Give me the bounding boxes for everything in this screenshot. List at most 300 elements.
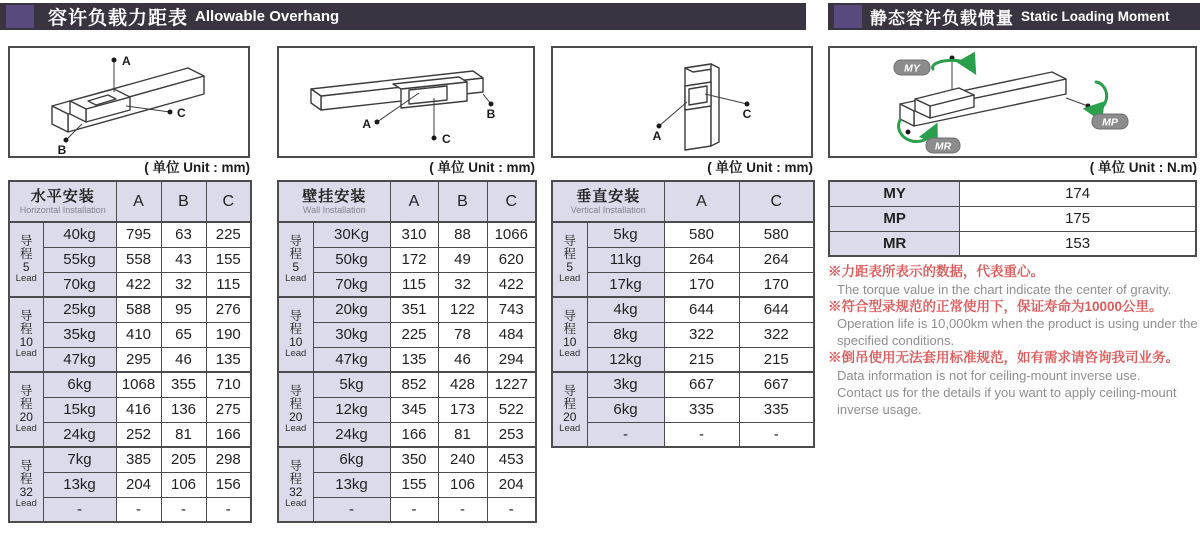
lead-label-char: 程 bbox=[563, 322, 576, 336]
table-row bbox=[552, 222, 814, 247]
installation-title-zh: 壁挂安装 bbox=[302, 188, 367, 205]
load-weight-cell: 8kg bbox=[587, 322, 664, 347]
point-c-dot bbox=[168, 110, 173, 115]
moment-diagram-drawing bbox=[830, 48, 1195, 156]
distance-value-cell: 95 bbox=[161, 297, 206, 322]
load-weight-cell: - bbox=[587, 422, 664, 447]
header-accent-square bbox=[834, 5, 862, 28]
distance-value-cell: 351 bbox=[390, 297, 438, 322]
load-weight-cell: 5kg bbox=[313, 372, 390, 397]
table-header-row bbox=[278, 181, 536, 222]
note-line-zh: ※力距表所表示的数据，代表重心。 bbox=[828, 264, 1044, 279]
installation-title-zh: 水平安装 bbox=[30, 188, 95, 205]
unit-label-nm: ( 单位 Unit : N.m) bbox=[1089, 160, 1197, 175]
distance-value-cell: 1066 bbox=[487, 222, 536, 247]
lead-word-en: Lead bbox=[15, 498, 37, 509]
section-title-zh: 容许负载力距表 bbox=[48, 8, 189, 29]
lead-group-label bbox=[552, 297, 587, 372]
note-line-zh: ※倒吊使用无法套用标准规范，如有需求请咨询我司业务。 bbox=[828, 350, 1179, 365]
table-row bbox=[9, 222, 251, 247]
lead-group-label bbox=[9, 372, 43, 447]
distance-value-cell: 63 bbox=[161, 222, 206, 247]
column-header-c: C bbox=[206, 181, 251, 222]
distance-value-cell: 264 bbox=[664, 247, 739, 272]
lead-number: 20 bbox=[289, 410, 303, 424]
mp-leader-line bbox=[1066, 98, 1088, 106]
lead-number: 10 bbox=[289, 335, 303, 349]
load-weight-cell: 3kg bbox=[587, 372, 664, 397]
moment-table-row bbox=[829, 181, 1196, 206]
lead-word-en: Lead bbox=[559, 273, 581, 284]
load-weight-cell: 6kg bbox=[43, 372, 116, 397]
table-row bbox=[9, 447, 251, 472]
distance-value-cell: 65 bbox=[161, 322, 206, 347]
horizontal-installation-diagram bbox=[8, 46, 250, 158]
lead-word-en: Lead bbox=[285, 423, 307, 434]
distance-value-cell: 350 bbox=[390, 447, 438, 472]
distance-value-cell: 46 bbox=[438, 347, 487, 372]
distance-value-cell: 43 bbox=[161, 247, 206, 272]
load-weight-cell: 12kg bbox=[587, 347, 664, 372]
moment-label-cell: MY bbox=[829, 181, 960, 206]
distance-value-cell: 32 bbox=[161, 272, 206, 297]
distance-value-cell: 46 bbox=[161, 347, 206, 372]
lead-label-char: 程 bbox=[19, 397, 33, 411]
lead-label-char: 导 bbox=[19, 234, 33, 248]
moment-value-cell: 174 bbox=[960, 181, 1196, 206]
lead-label-char: 程 bbox=[19, 247, 33, 261]
lead-group-label bbox=[9, 447, 43, 522]
load-weight-cell: 55kg bbox=[43, 247, 116, 272]
table-row bbox=[278, 222, 536, 247]
lead-number: 20 bbox=[19, 410, 33, 424]
distance-value-cell: 276 bbox=[206, 297, 251, 322]
distance-value-cell: - bbox=[161, 497, 206, 522]
lead-word-en: Lead bbox=[285, 273, 307, 284]
table-row bbox=[278, 372, 536, 397]
distance-value-cell: 558 bbox=[116, 247, 161, 272]
distance-value-cell: 115 bbox=[390, 272, 438, 297]
point-a-dot bbox=[375, 120, 380, 125]
lead-group-label bbox=[552, 222, 587, 297]
distance-value-cell: 136 bbox=[161, 397, 206, 422]
table-row bbox=[9, 247, 251, 272]
moment-table-row bbox=[829, 231, 1196, 256]
load-weight-cell: 35kg bbox=[43, 322, 116, 347]
load-weight-cell: 13kg bbox=[313, 472, 390, 497]
moment-value-cell: 153 bbox=[960, 231, 1196, 256]
load-weight-cell: 30Kg bbox=[313, 222, 390, 247]
lead-number: 20 bbox=[563, 410, 577, 424]
table-header-row bbox=[552, 181, 814, 222]
lead-word-en: Lead bbox=[285, 498, 307, 509]
distance-value-cell: 78 bbox=[438, 322, 487, 347]
distance-value-cell: 215 bbox=[664, 347, 739, 372]
installation-title-cell bbox=[552, 181, 664, 222]
wall-installation-table bbox=[277, 180, 537, 523]
lead-label-char: 导 bbox=[19, 459, 33, 473]
dimension-label-c: C bbox=[177, 106, 186, 120]
lead-label-char: 导 bbox=[563, 234, 576, 248]
lead-label-char: 程 bbox=[289, 322, 302, 336]
header-accent-square bbox=[6, 5, 34, 28]
load-weight-cell: 47kg bbox=[43, 347, 116, 372]
lead-group-label bbox=[278, 372, 313, 447]
note-line-en: The torque value in the chart indicate the center of gravity. bbox=[837, 281, 1172, 297]
note-line-en: Operation life is 10,000km when the product is using under the bbox=[837, 316, 1198, 331]
lead-label-char: 导 bbox=[289, 234, 302, 248]
lead-number: 10 bbox=[563, 335, 577, 349]
wall-diagram-drawing bbox=[279, 48, 533, 156]
load-weight-cell: 24kg bbox=[313, 422, 390, 447]
unit-label-mm: ( 单位 Unit : mm) bbox=[144, 160, 250, 175]
point-c-dot bbox=[745, 102, 750, 107]
dimension-label-b: B bbox=[486, 107, 496, 121]
table-row bbox=[278, 472, 536, 497]
distance-value-cell: 81 bbox=[161, 422, 206, 447]
distance-value-cell: 484 bbox=[487, 322, 536, 347]
moment-diagram bbox=[828, 46, 1197, 158]
distance-value-cell: 335 bbox=[739, 397, 814, 422]
load-weight-cell: 6kg bbox=[313, 447, 390, 472]
table-row bbox=[552, 397, 814, 422]
lead-number: 32 bbox=[289, 485, 303, 499]
distance-value-cell: 428 bbox=[438, 372, 487, 397]
distance-value-cell: - bbox=[206, 497, 251, 522]
table-row bbox=[552, 372, 814, 397]
horizontal-diagram-drawing bbox=[10, 48, 248, 156]
distance-value-cell: 88 bbox=[438, 222, 487, 247]
distance-value-cell: 710 bbox=[206, 372, 251, 397]
note-line-zh: ※符合型录规范的正常使用下，保证寿命为10000公里。 bbox=[828, 298, 1163, 314]
lead-label-char: 导 bbox=[289, 459, 302, 473]
load-weight-cell: 12kg bbox=[313, 397, 390, 422]
wall-installation-panel bbox=[277, 46, 535, 523]
table-row bbox=[278, 247, 536, 272]
lead-group-label bbox=[278, 222, 313, 297]
distance-value-cell: - bbox=[664, 422, 739, 447]
table-row bbox=[278, 497, 536, 522]
table-row bbox=[278, 447, 536, 472]
distance-value-cell: 522 bbox=[487, 397, 536, 422]
distance-value-cell: 135 bbox=[390, 347, 438, 372]
distance-value-cell: 204 bbox=[116, 472, 161, 497]
distance-value-cell: 253 bbox=[487, 422, 536, 447]
distance-value-cell: 106 bbox=[438, 472, 487, 497]
point-a-dot bbox=[112, 58, 117, 63]
load-weight-cell: 70kg bbox=[43, 272, 116, 297]
installation-title-cell bbox=[9, 181, 116, 222]
load-weight-cell: 20kg bbox=[313, 297, 390, 322]
distance-value-cell: 32 bbox=[438, 272, 487, 297]
distance-value-cell: 225 bbox=[206, 222, 251, 247]
distance-value-cell: 156 bbox=[206, 472, 251, 497]
moment-value-cell: 175 bbox=[960, 206, 1196, 231]
lead-word-en: Lead bbox=[285, 348, 307, 359]
distance-value-cell: 1227 bbox=[487, 372, 536, 397]
table-row bbox=[9, 272, 251, 297]
lead-label-char: 导 bbox=[563, 309, 576, 323]
column-header-c: C bbox=[739, 181, 814, 222]
lead-label-char: 程 bbox=[563, 247, 576, 261]
lead-word-en: Lead bbox=[559, 423, 581, 434]
distance-value-cell: 155 bbox=[390, 472, 438, 497]
distance-value-cell: 106 bbox=[161, 472, 206, 497]
distance-value-cell: 453 bbox=[487, 447, 536, 472]
load-weight-cell: 7kg bbox=[43, 447, 116, 472]
note-line-en: inverse usage. bbox=[837, 401, 922, 417]
lead-label-char: 程 bbox=[289, 247, 302, 261]
table-row bbox=[278, 422, 536, 447]
lead-group-label bbox=[552, 372, 587, 447]
load-weight-cell: 25kg bbox=[43, 297, 116, 322]
distance-value-cell: 173 bbox=[438, 397, 487, 422]
table-row bbox=[9, 372, 251, 397]
lead-group-label bbox=[9, 297, 43, 372]
lead-label-char: 导 bbox=[289, 309, 302, 323]
distance-value-cell: 240 bbox=[438, 447, 487, 472]
distance-value-cell: 122 bbox=[438, 297, 487, 322]
load-weight-cell: - bbox=[43, 497, 116, 522]
table-row bbox=[9, 472, 251, 497]
load-weight-cell: 15kg bbox=[43, 397, 116, 422]
distance-value-cell: 385 bbox=[116, 447, 161, 472]
wall-installation-diagram bbox=[277, 46, 535, 158]
table-row bbox=[552, 247, 814, 272]
distance-value-cell: 644 bbox=[664, 297, 739, 322]
dimension-label-c: C bbox=[742, 107, 752, 121]
point-c-dot bbox=[432, 136, 437, 141]
distance-value-cell: 190 bbox=[206, 322, 251, 347]
lead-label-char: 程 bbox=[289, 472, 302, 486]
lead-label-char: 导 bbox=[19, 309, 33, 323]
dimension-label-a: A bbox=[362, 117, 371, 131]
lead-number: 5 bbox=[292, 260, 300, 274]
distance-value-cell: 644 bbox=[739, 297, 814, 322]
leader-line-a bbox=[659, 102, 687, 126]
section-header-static-loading-moment bbox=[828, 3, 1200, 30]
distance-value-cell: 170 bbox=[664, 272, 739, 297]
distance-value-cell: 416 bbox=[116, 397, 161, 422]
column-header-a: A bbox=[116, 181, 161, 222]
point-a-dot bbox=[657, 124, 662, 129]
vertical-installation-panel bbox=[551, 46, 813, 448]
distance-value-cell: 1068 bbox=[116, 372, 161, 397]
table-row bbox=[278, 347, 536, 372]
lead-label-char: 导 bbox=[289, 384, 302, 398]
dimension-label-c: C bbox=[442, 132, 451, 146]
load-weight-cell: 4kg bbox=[587, 297, 664, 322]
moment-label-mr: MR bbox=[934, 140, 952, 153]
mp-axis-dot bbox=[1086, 104, 1091, 109]
point-b-dot bbox=[489, 102, 494, 107]
point-b-dot bbox=[64, 138, 69, 143]
load-weight-cell: 24kg bbox=[43, 422, 116, 447]
load-weight-cell: 70kg bbox=[313, 272, 390, 297]
distance-value-cell: 410 bbox=[116, 322, 161, 347]
moment-table-row bbox=[829, 206, 1196, 231]
load-weight-cell: 11kg bbox=[587, 247, 664, 272]
lead-group-label bbox=[278, 297, 313, 372]
table-row bbox=[9, 497, 251, 522]
distance-value-cell: 335 bbox=[664, 397, 739, 422]
table-header-row bbox=[9, 181, 251, 222]
distance-value-cell: 667 bbox=[739, 372, 814, 397]
distance-value-cell: 345 bbox=[390, 397, 438, 422]
table-row bbox=[278, 322, 536, 347]
distance-value-cell: 310 bbox=[390, 222, 438, 247]
distance-value-cell: 166 bbox=[206, 422, 251, 447]
distance-value-cell: 355 bbox=[161, 372, 206, 397]
distance-value-cell: 295 bbox=[116, 347, 161, 372]
column-header-a: A bbox=[664, 181, 739, 222]
lead-label-char: 程 bbox=[19, 472, 33, 486]
table-row bbox=[9, 322, 251, 347]
table-row bbox=[552, 347, 814, 372]
installation-title-en: Wall Installation bbox=[302, 205, 366, 215]
moment-label-my: MY bbox=[904, 62, 920, 75]
lead-group-label bbox=[9, 222, 43, 297]
mp-rotation-arrow bbox=[1093, 82, 1107, 110]
distance-value-cell: 620 bbox=[487, 247, 536, 272]
column-header-b: B bbox=[438, 181, 487, 222]
lead-number: 10 bbox=[19, 335, 33, 349]
note-line-en: Contact us for the details if you want to apply ceiling-mount bbox=[837, 384, 1177, 400]
dimension-label-a: A bbox=[652, 129, 662, 143]
load-weight-cell: 47kg bbox=[313, 347, 390, 372]
distance-value-cell: 580 bbox=[664, 222, 739, 247]
load-weight-cell: 6kg bbox=[587, 397, 664, 422]
note-line-en: Data information is not for ceiling-mount inverse use. bbox=[837, 367, 1141, 383]
distance-value-cell: - bbox=[739, 422, 814, 447]
table-row bbox=[552, 322, 814, 347]
distance-value-cell: 215 bbox=[739, 347, 814, 372]
lead-label-char: 导 bbox=[19, 384, 33, 398]
dimension-label-b: B bbox=[57, 143, 67, 156]
lead-word-en: Lead bbox=[15, 423, 37, 434]
moment-label-cell: MP bbox=[829, 206, 960, 231]
horizontal-installation-table bbox=[8, 180, 252, 523]
lead-number: 32 bbox=[19, 485, 33, 499]
distance-value-cell: - bbox=[438, 497, 487, 522]
load-weight-cell: 13kg bbox=[43, 472, 116, 497]
installation-title-zh: 垂直安装 bbox=[576, 188, 641, 205]
table-row bbox=[552, 272, 814, 297]
section-header-allowable-overhang bbox=[0, 3, 806, 30]
moment-label-mp: MP bbox=[1102, 116, 1118, 129]
lead-label-char: 程 bbox=[19, 322, 33, 336]
lead-word-en: Lead bbox=[15, 348, 37, 359]
vertical-installation-diagram bbox=[551, 46, 813, 158]
distance-value-cell: 422 bbox=[116, 272, 161, 297]
load-weight-cell: 50kg bbox=[313, 247, 390, 272]
lead-label-char: 程 bbox=[563, 397, 576, 411]
distance-value-cell: 225 bbox=[390, 322, 438, 347]
note-line-en: specified conditions. bbox=[837, 333, 955, 348]
distance-value-cell: 298 bbox=[206, 447, 251, 472]
table-row bbox=[9, 397, 251, 422]
column-header-a: A bbox=[390, 181, 438, 222]
unit-label-mm: ( 单位 Unit : mm) bbox=[707, 160, 813, 175]
section-title-en: Static Loading Moment bbox=[1021, 9, 1170, 24]
dimension-label-a: A bbox=[122, 54, 131, 68]
static-moment-table bbox=[828, 180, 1197, 257]
lead-group-label bbox=[278, 447, 313, 522]
static-loading-moment-panel bbox=[828, 46, 1197, 418]
installation-title-cell bbox=[278, 181, 390, 222]
distance-value-cell: 166 bbox=[390, 422, 438, 447]
mr-axis-dot bbox=[906, 130, 911, 135]
load-weight-cell: 17kg bbox=[587, 272, 664, 297]
table-row bbox=[278, 272, 536, 297]
distance-value-cell: 49 bbox=[438, 247, 487, 272]
distance-value-cell: 275 bbox=[206, 397, 251, 422]
installation-title-en: Horizontal Installation bbox=[19, 205, 106, 215]
column-header-c: C bbox=[487, 181, 536, 222]
installation-title-en: Vertical Installation bbox=[570, 205, 646, 215]
table-row bbox=[278, 397, 536, 422]
slider-drawing bbox=[685, 82, 711, 110]
vertical-installation-table bbox=[551, 180, 815, 448]
lead-label-char: 程 bbox=[289, 397, 302, 411]
distance-value-cell: - bbox=[487, 497, 536, 522]
distance-value-cell: 852 bbox=[390, 372, 438, 397]
table-row bbox=[9, 297, 251, 322]
section-title-en: Allowable Overhang bbox=[195, 8, 340, 25]
table-row bbox=[9, 422, 251, 447]
lead-word-en: Lead bbox=[559, 348, 581, 359]
distance-value-cell: 252 bbox=[116, 422, 161, 447]
distance-value-cell: - bbox=[390, 497, 438, 522]
unit-label-mm: ( 单位 Unit : mm) bbox=[429, 160, 535, 175]
load-weight-cell: - bbox=[313, 497, 390, 522]
table-row bbox=[9, 347, 251, 372]
load-weight-cell: 5kg bbox=[587, 222, 664, 247]
load-weight-cell: 40kg bbox=[43, 222, 116, 247]
distance-value-cell: 294 bbox=[487, 347, 536, 372]
moment-label-cell: MR bbox=[829, 231, 960, 256]
distance-value-cell: 795 bbox=[116, 222, 161, 247]
distance-value-cell: 422 bbox=[487, 272, 536, 297]
distance-value-cell: 170 bbox=[739, 272, 814, 297]
distance-value-cell: 580 bbox=[739, 222, 814, 247]
lead-number: 5 bbox=[22, 260, 30, 274]
column-header-b: B bbox=[161, 181, 206, 222]
distance-value-cell: 743 bbox=[487, 297, 536, 322]
lead-word-en: Lead bbox=[15, 273, 37, 284]
footnotes bbox=[828, 263, 1197, 418]
distance-value-cell: 155 bbox=[206, 247, 251, 272]
table-row bbox=[278, 297, 536, 322]
table-row bbox=[552, 422, 814, 447]
distance-value-cell: - bbox=[116, 497, 161, 522]
distance-value-cell: 264 bbox=[739, 247, 814, 272]
distance-value-cell: 588 bbox=[116, 297, 161, 322]
table-row bbox=[552, 297, 814, 322]
distance-value-cell: 667 bbox=[664, 372, 739, 397]
section-title-zh: 静态容许负载惯量 bbox=[870, 9, 1014, 28]
distance-value-cell: 322 bbox=[664, 322, 739, 347]
distance-value-cell: 81 bbox=[438, 422, 487, 447]
lead-label-char: 导 bbox=[563, 384, 576, 398]
distance-value-cell: 172 bbox=[390, 247, 438, 272]
load-weight-cell: 30kg bbox=[313, 322, 390, 347]
vertical-diagram-drawing bbox=[553, 48, 811, 156]
distance-value-cell: 205 bbox=[161, 447, 206, 472]
lead-number: 5 bbox=[566, 260, 574, 274]
horizontal-installation-panel bbox=[8, 46, 250, 523]
distance-value-cell: 135 bbox=[206, 347, 251, 372]
